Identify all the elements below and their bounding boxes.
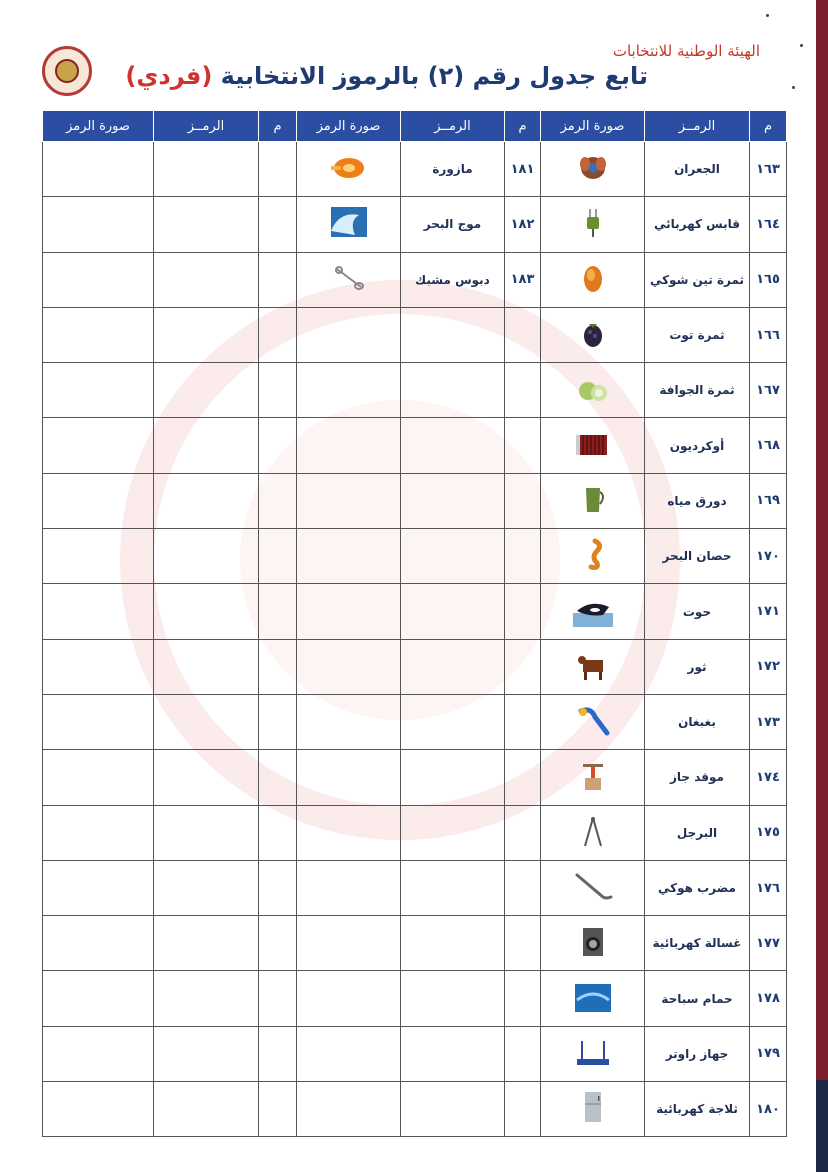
symbol-number: ١٨٢ — [505, 197, 541, 252]
empty-cell — [259, 1026, 297, 1081]
empty-cell — [505, 363, 541, 418]
empty-cell — [154, 639, 259, 694]
symbol-image-cell — [43, 639, 154, 694]
empty-cell — [154, 971, 259, 1026]
column-header: الرمــز — [401, 111, 505, 142]
symbol-image-cell — [43, 142, 154, 197]
symbol-image-cell — [297, 694, 401, 749]
symbol-name: بغبغان — [645, 694, 750, 749]
symbol-name: ثمرة تين شوكي — [645, 252, 750, 307]
empty-cell — [154, 307, 259, 362]
scarab-icon — [573, 150, 613, 184]
table-row — [43, 639, 787, 694]
column-header: صورة الرمز — [43, 111, 154, 142]
empty-cell — [154, 694, 259, 749]
symbol-number: ١٧٠ — [750, 529, 787, 584]
empty-cell — [154, 473, 259, 528]
table-row — [43, 1082, 787, 1137]
symbol-image-cell — [297, 639, 401, 694]
symbol-name: جهاز راوتر — [645, 1026, 750, 1081]
symbol-image-cell — [43, 916, 154, 971]
symbol-image-cell — [43, 363, 154, 418]
empty-cell — [505, 916, 541, 971]
safety-pin-icon — [329, 261, 369, 295]
symbol-name: حوت — [645, 584, 750, 639]
column-header: م — [750, 111, 787, 142]
empty-cell — [259, 252, 297, 307]
empty-cell — [401, 307, 505, 362]
kerosene-stove-icon — [573, 758, 613, 792]
electric-plug-icon — [573, 205, 613, 239]
table-row — [43, 418, 787, 473]
symbol-image-cell — [541, 639, 645, 694]
empty-cell — [505, 639, 541, 694]
empty-cell — [259, 418, 297, 473]
symbol-number: ١٦٤ — [750, 197, 787, 252]
empty-cell — [154, 805, 259, 860]
symbol-image-cell — [297, 363, 401, 418]
symbol-image-cell — [297, 1082, 401, 1137]
symbol-image-cell — [297, 529, 401, 584]
empty-cell — [154, 916, 259, 971]
symbol-name: حمام سباحة — [645, 971, 750, 1026]
symbol-image-cell — [297, 142, 401, 197]
symbol-image-cell — [297, 252, 401, 307]
table-row — [43, 473, 787, 528]
symbol-image-cell — [43, 529, 154, 584]
empty-cell — [154, 1026, 259, 1081]
symbol-number: ١٦٣ — [750, 142, 787, 197]
empty-cell — [401, 418, 505, 473]
symbol-name: مضرب هوكي — [645, 860, 750, 915]
swimming-pool-icon — [573, 980, 613, 1014]
symbol-image-cell — [297, 418, 401, 473]
empty-cell — [259, 750, 297, 805]
symbol-name: البرجل — [645, 805, 750, 860]
table-body — [43, 142, 787, 1137]
symbols-table — [42, 110, 787, 1137]
page-title-highlight: (فردي) — [125, 62, 213, 90]
symbol-image-cell — [43, 418, 154, 473]
symbol-image-cell — [43, 307, 154, 362]
empty-cell — [401, 694, 505, 749]
symbol-number: ١٦٥ — [750, 252, 787, 307]
empty-cell — [259, 142, 297, 197]
sea-wave-icon — [329, 205, 369, 239]
symbol-number: ١٨٣ — [505, 252, 541, 307]
scan-dot — [766, 14, 769, 17]
table-row — [43, 197, 787, 252]
symbol-image-cell — [43, 694, 154, 749]
symbol-image-cell — [297, 916, 401, 971]
symbol-image-cell — [297, 1026, 401, 1081]
symbol-number: ١٦٩ — [750, 473, 787, 528]
table-row — [43, 1026, 787, 1081]
symbol-image-cell — [541, 584, 645, 639]
table-row — [43, 860, 787, 915]
empty-cell — [401, 805, 505, 860]
refrigerator-icon — [573, 1090, 613, 1124]
washing-machine-icon — [573, 924, 613, 958]
symbol-image-cell — [541, 197, 645, 252]
symbol-name: حصان البحر — [645, 529, 750, 584]
symbol-number: ١٨٠ — [750, 1082, 787, 1137]
right-edge-band-bottom — [816, 1080, 828, 1172]
empty-cell — [505, 860, 541, 915]
measuring-tape-icon — [329, 150, 369, 184]
empty-cell — [505, 584, 541, 639]
hockey-stick-icon — [573, 869, 613, 903]
symbol-image-cell — [541, 473, 645, 528]
election-authority-logo — [42, 46, 92, 96]
symbol-image-cell — [43, 197, 154, 252]
empty-cell — [505, 1026, 541, 1081]
symbol-name: الجعران — [645, 142, 750, 197]
empty-cell — [259, 860, 297, 915]
empty-cell — [401, 1026, 505, 1081]
empty-cell — [259, 307, 297, 362]
empty-cell — [259, 584, 297, 639]
empty-cell — [259, 639, 297, 694]
empty-cell — [505, 1082, 541, 1137]
empty-cell — [154, 529, 259, 584]
symbol-name: موج البحر — [401, 197, 505, 252]
empty-cell — [401, 584, 505, 639]
column-header: الرمــز — [645, 111, 750, 142]
symbol-image-cell — [297, 473, 401, 528]
empty-cell — [505, 971, 541, 1026]
empty-cell — [259, 971, 297, 1026]
symbol-image-cell — [297, 750, 401, 805]
symbol-number: ١٨١ — [505, 142, 541, 197]
table-row — [43, 916, 787, 971]
empty-cell — [401, 363, 505, 418]
page-title — [125, 62, 648, 90]
empty-cell — [401, 971, 505, 1026]
empty-cell — [401, 1082, 505, 1137]
symbol-image-cell — [541, 363, 645, 418]
symbol-image-cell — [43, 750, 154, 805]
empty-cell — [259, 694, 297, 749]
symbol-number: ١٧٥ — [750, 805, 787, 860]
empty-cell — [259, 363, 297, 418]
symbol-number: ١٧٢ — [750, 639, 787, 694]
symbol-number: ١٧٤ — [750, 750, 787, 805]
symbol-image-cell — [541, 142, 645, 197]
symbol-image-cell — [541, 529, 645, 584]
compass-icon — [573, 814, 613, 848]
empty-cell — [505, 694, 541, 749]
symbol-image-cell — [43, 971, 154, 1026]
symbol-name: دبوس مشبك — [401, 252, 505, 307]
empty-cell — [154, 142, 259, 197]
water-jug-icon — [573, 482, 613, 516]
symbol-number: ١٧٧ — [750, 916, 787, 971]
symbol-image-cell — [43, 584, 154, 639]
symbol-name: موقد جاز — [645, 750, 750, 805]
empty-cell — [154, 252, 259, 307]
table-row — [43, 584, 787, 639]
empty-cell — [259, 1082, 297, 1137]
empty-cell — [154, 363, 259, 418]
symbol-image-cell — [541, 252, 645, 307]
empty-cell — [505, 805, 541, 860]
symbol-number: ١٦٧ — [750, 363, 787, 418]
symbol-number: ١٦٦ — [750, 307, 787, 362]
column-header: م — [259, 111, 297, 142]
symbol-name: ثمرة الجوافة — [645, 363, 750, 418]
column-header: صورة الرمز — [297, 111, 401, 142]
symbol-image-cell — [541, 750, 645, 805]
symbol-image-cell — [43, 805, 154, 860]
empty-cell — [259, 529, 297, 584]
symbol-image-cell — [297, 860, 401, 915]
bull-icon — [573, 648, 613, 682]
empty-cell — [154, 750, 259, 805]
symbol-image-cell — [43, 1082, 154, 1137]
symbol-image-cell — [297, 971, 401, 1026]
empty-cell — [505, 529, 541, 584]
blackberry-icon — [573, 316, 613, 350]
empty-cell — [401, 473, 505, 528]
whale-icon — [573, 593, 613, 627]
symbol-number: ١٧٣ — [750, 694, 787, 749]
table-row — [43, 252, 787, 307]
empty-cell — [154, 418, 259, 473]
page-title-main: تابع جدول رقم (٢) بالرموز الانتخابية — [220, 62, 648, 90]
empty-cell — [154, 584, 259, 639]
empty-cell — [401, 860, 505, 915]
symbol-image-cell — [43, 473, 154, 528]
table-row — [43, 694, 787, 749]
symbol-name: قابس كهربائي — [645, 197, 750, 252]
router-icon — [573, 1035, 613, 1069]
seahorse-icon — [573, 537, 613, 571]
symbol-image-cell — [541, 860, 645, 915]
column-header: صورة الرمز — [541, 111, 645, 142]
table-row — [43, 363, 787, 418]
table-row — [43, 805, 787, 860]
symbol-image-cell — [43, 252, 154, 307]
symbol-image-cell — [541, 418, 645, 473]
empty-cell — [401, 529, 505, 584]
symbol-name: مازورة — [401, 142, 505, 197]
column-header: م — [505, 111, 541, 142]
symbol-name: ثمرة توت — [645, 307, 750, 362]
empty-cell — [259, 805, 297, 860]
empty-cell — [259, 473, 297, 528]
symbol-image-cell — [541, 971, 645, 1026]
column-header: الرمــز — [154, 111, 259, 142]
table-row — [43, 529, 787, 584]
empty-cell — [154, 860, 259, 915]
empty-cell — [401, 916, 505, 971]
empty-cell — [259, 916, 297, 971]
empty-cell — [401, 639, 505, 694]
symbol-image-cell — [297, 805, 401, 860]
symbol-image-cell — [43, 860, 154, 915]
symbol-image-cell — [43, 1026, 154, 1081]
symbol-name: دورق مياه — [645, 473, 750, 528]
symbol-image-cell — [541, 1026, 645, 1081]
symbol-number: ١٧٩ — [750, 1026, 787, 1081]
symbol-name: ثور — [645, 639, 750, 694]
symbol-image-cell — [541, 916, 645, 971]
table-header-row — [43, 111, 787, 142]
authority-name: الهيئة الوطنية للانتخابات — [612, 42, 760, 60]
prickly-pear-icon — [573, 261, 613, 295]
symbol-image-cell — [541, 805, 645, 860]
empty-cell — [154, 197, 259, 252]
symbol-number: ١٧١ — [750, 584, 787, 639]
empty-cell — [154, 1082, 259, 1137]
symbol-number: ١٦٨ — [750, 418, 787, 473]
empty-cell — [505, 473, 541, 528]
empty-cell — [505, 307, 541, 362]
symbol-image-cell — [297, 307, 401, 362]
table-row — [43, 307, 787, 362]
symbol-image-cell — [297, 584, 401, 639]
table-row — [43, 750, 787, 805]
scan-dot — [792, 86, 795, 89]
symbol-image-cell — [541, 1082, 645, 1137]
empty-cell — [401, 750, 505, 805]
symbol-image-cell — [541, 307, 645, 362]
symbol-name: أوكرديون — [645, 418, 750, 473]
symbol-name: غسالة كهربائية — [645, 916, 750, 971]
guava-icon — [573, 371, 613, 405]
symbol-image-cell — [297, 197, 401, 252]
empty-cell — [505, 418, 541, 473]
symbol-image-cell — [541, 694, 645, 749]
right-edge-band — [816, 0, 828, 1172]
table-row — [43, 142, 787, 197]
scan-dot — [800, 44, 803, 47]
symbol-number: ١٧٨ — [750, 971, 787, 1026]
symbol-name: ثلاجة كهربائية — [645, 1082, 750, 1137]
table-row — [43, 971, 787, 1026]
empty-cell — [505, 750, 541, 805]
accordion-icon — [573, 427, 613, 461]
parrot-icon — [573, 703, 613, 737]
symbol-number: ١٧٦ — [750, 860, 787, 915]
empty-cell — [259, 197, 297, 252]
